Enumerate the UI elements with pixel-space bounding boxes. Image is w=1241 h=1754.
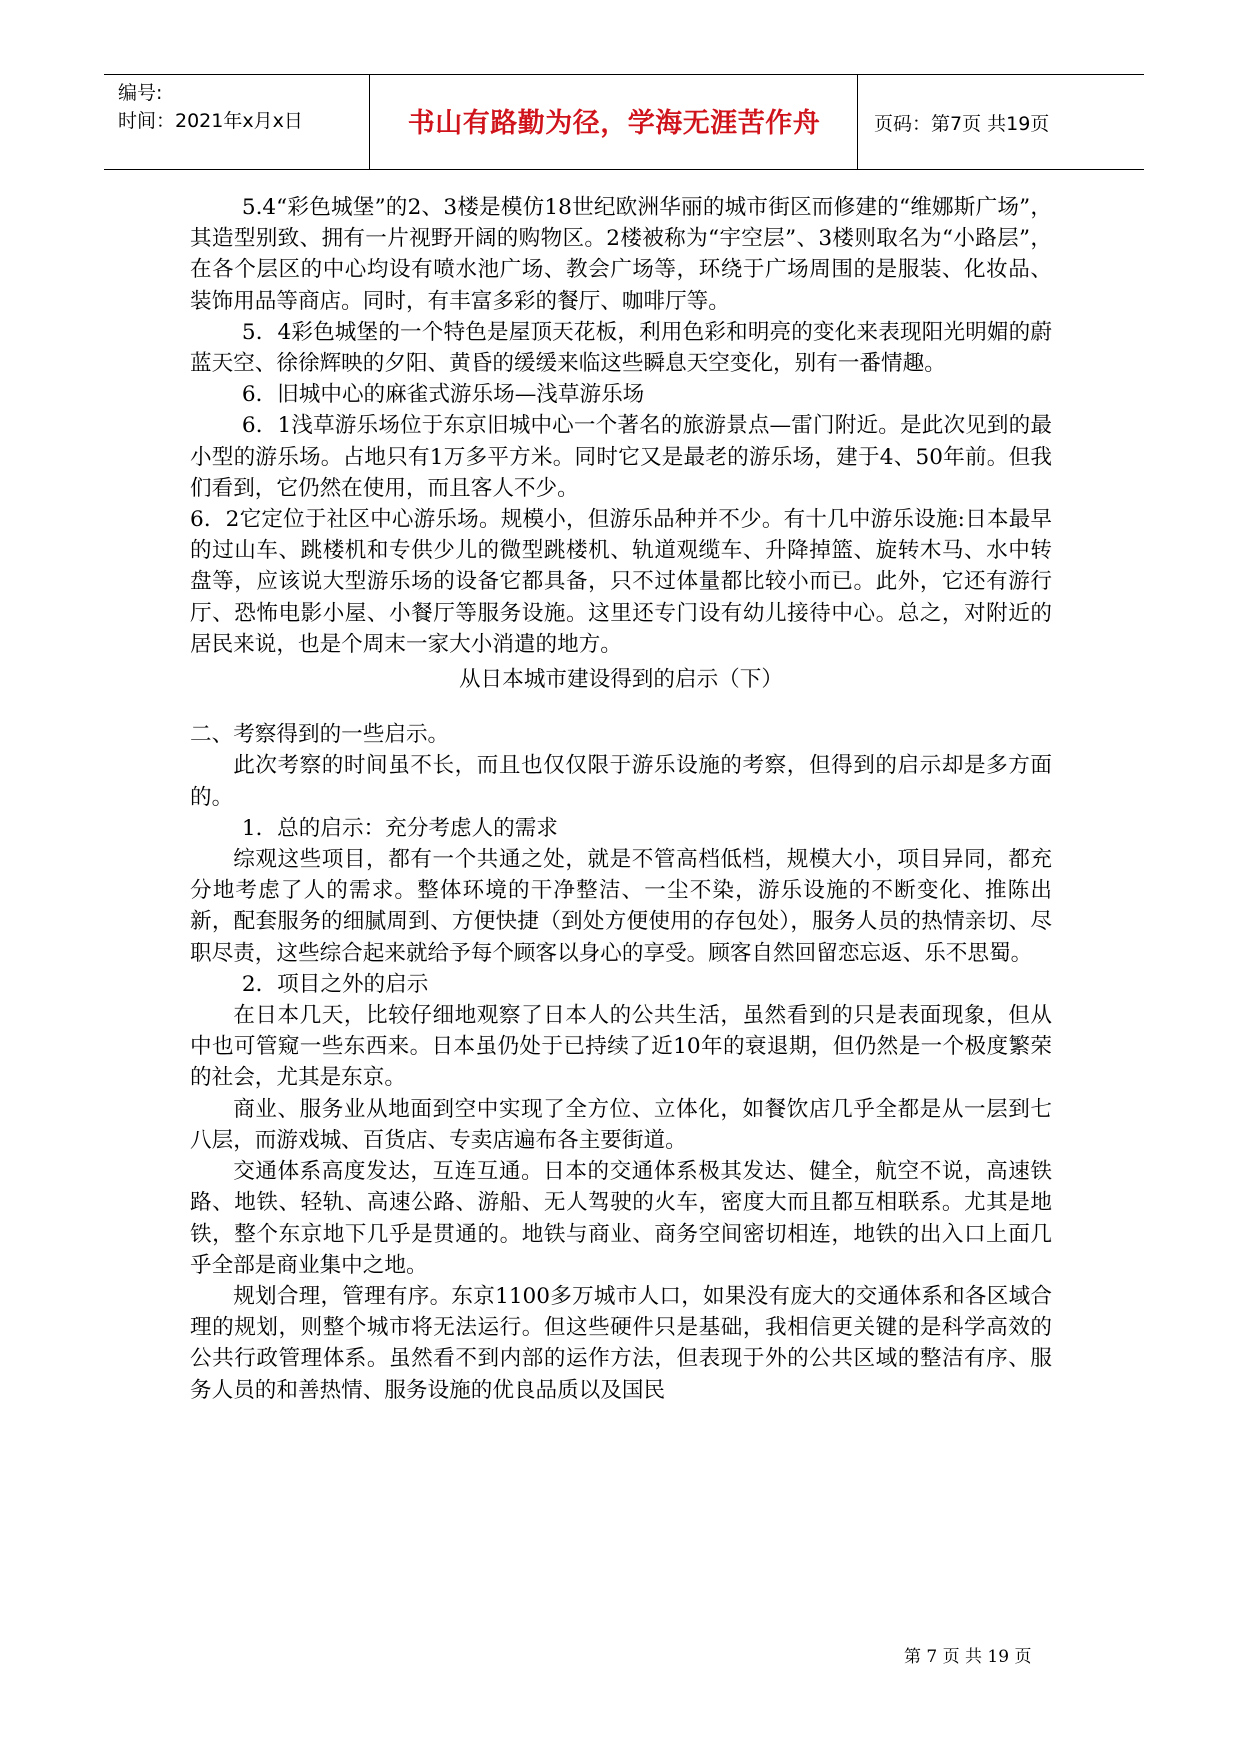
section-heading: 2．项目之外的启示 xyxy=(241,971,429,997)
header-motto: 书山有路勤为径，学海无涯苦作舟 xyxy=(407,108,821,139)
header-page-info: 页码：第7页 共19页 xyxy=(874,113,1050,135)
paragraph: 此次考察的时间虽不长，而且也仅仅限于游乐设施的考察，但得到的启示却是多方面的。 xyxy=(190,753,1052,810)
header-meta xyxy=(118,79,303,135)
paragraph: 综观这些项目，都有一个共通之处，就是不管高档低档，规模大小，项目异同，都充分地考虑了人的需求。整体环境的干净整洁、一尘不染，游乐设施的不断变化、推陈出新，配套服务的细腻周到、方便快捷（到处方便使用的存包处），服务人员的热情亲切、尽职尽责，这些综合起来就给予每个顾客以身心的享受。顾客自然回留恋忘返、乐不思蜀。 xyxy=(190,847,1052,966)
paragraph: 5.4“彩色城堡”的2、3楼是模仿18世纪欧洲华丽的城市街区而修建的“维娜斯广场”，其造型别致、拥有一片视野开阔的购物区。2楼被称为“宇空层”、3楼则取名为“小路层”，在各个层区的中心均设有喷水池广场、教会广场等，环绕于广场周围的是服装、化妆品、装饰用品等商店。同时，有丰富多彩的餐厅、咖啡厅等。 xyxy=(190,195,1052,314)
section-heading: 二、考察得到的一些启示。 xyxy=(190,722,450,748)
time-label: 时间：2021年x月x日 xyxy=(118,110,303,132)
section-heading: 6．旧城中心的麻雀式游乐场—浅草游乐场 xyxy=(241,382,645,408)
paragraph: 6．1浅草游乐场位于东京旧城中心一个著名的旅游景点—雷门附近。是此次见到的最小型的游乐场。占地只有1万多平方米。同时它又是最老的游乐场，建于4、50年前。但我们看到，它仍然在使用，而且客人不少。 xyxy=(190,413,1052,501)
paragraph: 交通体系高度发达，互连互通。日本的交通体系极其发达、健全，航空不说，高速铁路、地铁、轻轨、高速公路、游船、无人驾驶的火车，密度大而且都互相联系。尤其是地铁，整个东京地下几乎是贯通的。地铁与商业、商务空间密切相连，地铁的出入口上面几乎全部是商业集中之地。 xyxy=(190,1159,1052,1278)
paragraph: 规划合理，管理有序。东京1100多万城市人口，如果没有庞大的交通体系和各区域合理的规划，则整个城市将无法运行。但这些硬件只是基础，我相信更关键的是科学高效的公共行政管理体系。虽然看不到内部的运作方法，但表现于外的公共区域的整洁有序、服务人员的和善热情、服务设施的优良品质以及国民 xyxy=(190,1283,1052,1403)
paragraph: 商业、服务业从地面到空中实现了全方位、立体化，如餐饮店几乎全都是从一层到七八层，而游戏城、百货店、专卖店遍布各主要街道。 xyxy=(190,1096,1052,1153)
article-title: 从日本城市建设得到的启示（下） xyxy=(459,667,783,693)
document-header xyxy=(104,74,1144,170)
paragraph: 5．4彩色城堡的一个特色是屋顶天花板，利用色彩和明亮的变化来表现阳光明媚的蔚蓝天空、徐徐辉映的夕阳、黄昏的缓缓来临这些瞬息天空变化，别有一番情趣。 xyxy=(190,319,1052,377)
header-divider xyxy=(857,75,858,169)
paragraph: 在日本几天，比较仔细地观察了日本人的公共生活，虽然看到的只是表面现象，但从中也可管窥一些东西来。日本虽仍处于已持续了近10年的衰退期，但仍然是一个极度繁荣的社会，尤其是东京。 xyxy=(190,1003,1052,1091)
number-label: 编号: xyxy=(118,82,163,104)
header-divider xyxy=(369,75,370,169)
page-footer: 第 7 页 共 19 页 xyxy=(904,1647,1032,1667)
section-heading: 1．总的启示：充分考虑人的需求 xyxy=(241,815,558,841)
document-body xyxy=(190,192,1052,1406)
paragraph: 6．2它定位于社区中心游乐场。规模小，但游乐品种并不少。有十几中游乐设施:日本最早的过山车、跳楼机和专供少儿的微型跳楼机、轨道观缆车、升降掉篮、旋转木马、水中转盘等，应该说大型游乐场的设备它都具备，只不过体量都比较小而已。此外，它还有游行厅、恐怖电影小屋、小餐厅等服务设施。这里还专门设有幼儿接待中心。总之，对附近的居民来说，也是个周末一家大小消遣的地方。 xyxy=(190,507,1052,657)
